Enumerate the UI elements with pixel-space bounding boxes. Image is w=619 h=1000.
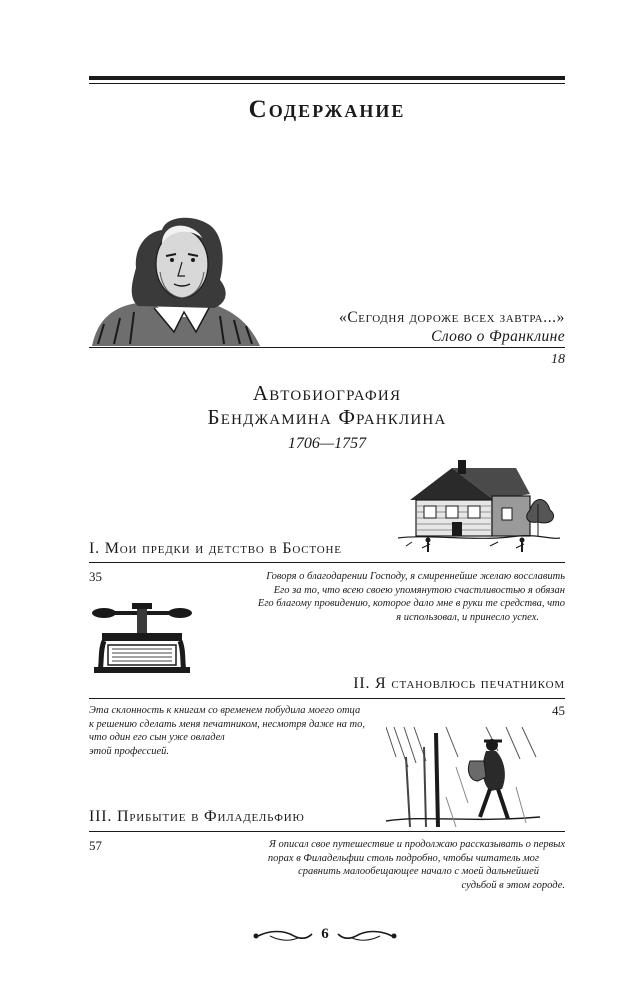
colonial-house-image <box>398 460 560 555</box>
chapter-3-title: III. Прибытие в Филадельфию <box>89 808 305 825</box>
franklin-portrait-image <box>92 208 268 346</box>
chapter-3-page-number: 57 <box>89 838 102 853</box>
intro-quote <box>280 308 565 346</box>
chapter-2-desc-line-4: этой профессией. <box>89 745 170 757</box>
footer-page-number: 6 <box>321 926 329 942</box>
chapter-1-title: I. Мои предки и детство в Бостоне <box>89 540 342 557</box>
chapter-2-description <box>89 704 389 758</box>
page-title: Содержание <box>248 96 406 123</box>
top-rule-thick <box>89 76 565 80</box>
intro-rule <box>89 347 565 348</box>
chapter-3-desc-line-4: судьбой в этом городе. <box>461 879 565 891</box>
chapter-2-page-number: 45 <box>552 703 565 718</box>
part-title-line2: Бенджамина Франклина <box>207 405 447 429</box>
intro-quote-line1: «Сегодня дороже всех завтра...» <box>339 309 565 326</box>
part-title-line1: Автобиография <box>252 381 402 405</box>
traveler-rain-image <box>386 727 540 827</box>
footer-ornament <box>250 926 400 946</box>
part-years: 1706—1757 <box>287 435 367 452</box>
chapter-2-title: II. Я становлюсь печатником <box>353 675 565 692</box>
chapter-3-desc-line-2: порах в Филадельфии столь подробно, чтобы читатель мог <box>267 852 539 864</box>
chapter-2-rule <box>89 698 565 699</box>
chapter-1-description <box>255 570 565 624</box>
chapter-1-desc-line-4: я использовал, и принесло успех. <box>396 611 539 623</box>
top-rule-thin <box>89 83 565 84</box>
chapter-3-desc-line-3: сравнить малообещающее начало с моей дальнейшей <box>298 866 539 878</box>
chapter-1-rule <box>89 562 565 563</box>
chapter-2-desc-line-2: к решению сделать меня печатником, несмотря даже на то, <box>89 718 365 730</box>
printing-press-image <box>92 603 192 673</box>
chapter-3-rule <box>89 831 565 832</box>
intro-page-number: 18 <box>551 352 565 367</box>
part-title <box>89 381 565 429</box>
chapter-3-desc-line-1: Я описал свое путешествие и продолжаю рассказывать о первых <box>269 839 565 850</box>
chapter-2-desc-line-3: что один его сын уже овладел <box>89 732 225 744</box>
chapter-1-desc-line-3: Его благому провидению, которое дало мне в руки те средства, что <box>257 598 565 610</box>
chapter-3-description <box>255 838 565 892</box>
chapter-1-desc-line-2: Его за то, что всею своею упомянутою счастливостью я обязан <box>273 584 565 596</box>
chapter-2-desc-line-1: Эта склонность к книгам со временем побудила моего отца <box>89 705 361 716</box>
intro-quote-line2: Слово о Франклине <box>431 328 565 345</box>
chapter-1-page-number: 35 <box>89 569 102 584</box>
chapter-1-desc-line-1: Говоря о благодарении Господу, я смиреннейше желаю восславить <box>266 571 565 582</box>
